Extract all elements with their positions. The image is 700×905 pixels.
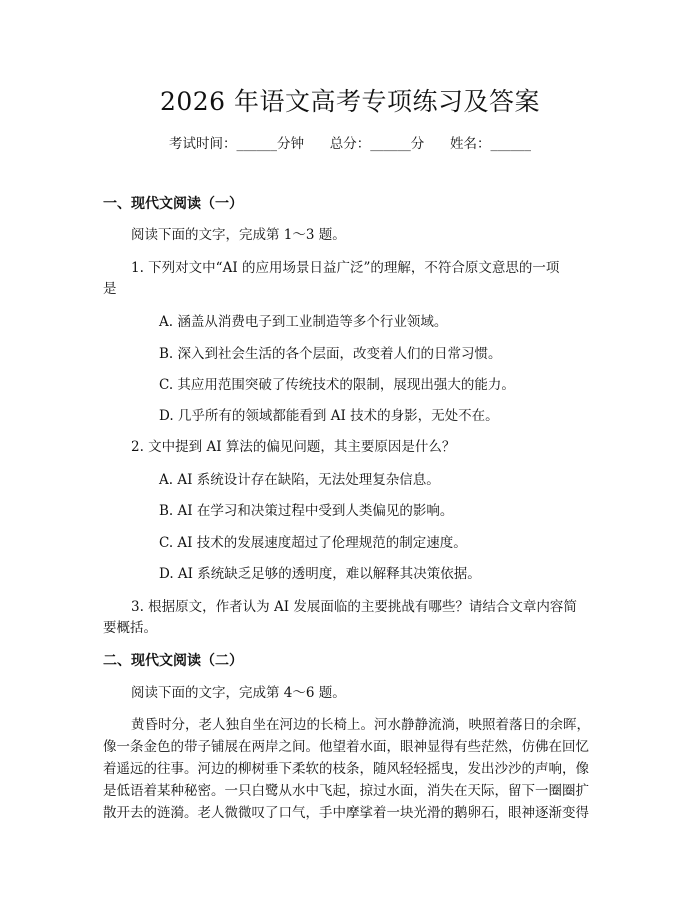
section-1-instruction: 阅读下面的文字，完成第 1～3 题。 [131, 227, 346, 243]
question-1-option-c: C. 其应用范围突破了传统技术的限制，展现出强大的能力。 [159, 377, 515, 393]
question-2-stem: 2. 文中提到 AI 算法的偏见问题，其主要原因是什么？ [131, 439, 456, 455]
document-title: 2026 年语文高考专项练习及答案 [159, 87, 541, 116]
question-1-option-a: A. 涵盖从消费电子到工业制造等多个行业领域。 [159, 314, 448, 330]
exam-meta-line: 考试时间：______分钟 总分：______分 姓名：______ [169, 136, 531, 152]
question-1-option-d: D. 几乎所有的领域都能看到 AI 技术的身影，无处不在。 [159, 408, 499, 424]
passage-line: 散开去的涟漪。老人微微叹了口气，手中摩挲着一块光滑的鹅卵石，眼神逐渐变得 [103, 805, 589, 821]
section-2-instruction: 阅读下面的文字，完成第 4～6 题。 [131, 685, 346, 701]
question-1-stem-wrap: 是 [103, 281, 117, 297]
passage-line: 像一条金色的带子铺展在两岸之间。他望着水面，眼神显得有些茫然，仿佛在回忆 [103, 739, 589, 755]
section-heading-2: 二、现代文阅读（二） [103, 653, 243, 669]
question-3-stem: 3. 根据原文，作者认为 AI 发展面临的主要挑战有哪些？请结合文章内容简 [131, 599, 577, 615]
question-2-option-d: D. AI 系统缺乏足够的透明度，难以解释其决策依据。 [159, 566, 481, 582]
question-3-stem-wrap: 要概括。 [103, 620, 157, 636]
passage-line: 是低语着某种秘密。一只白鹭从水中飞起，掠过水面，消失在天际，留下一圈圈扩 [103, 783, 589, 799]
question-2-option-b: B. AI 在学习和决策过程中受到人类偏见的影响。 [159, 503, 454, 519]
question-1-stem: 1. 下列对文中“AI 的应用场景日益广泛”的理解，不符合原文意思的一项 [131, 260, 560, 276]
question-1-option-b: B. 深入到社会生活的各个层面，改变着人们的日常习惯。 [159, 346, 502, 362]
passage-line: 着遥远的往事。河边的柳树垂下柔软的枝条，随风轻轻摇曳，发出沙沙的声响，像 [103, 761, 589, 777]
passage-line: 黄昏时分，老人独自坐在河边的长椅上。河水静静流淌，映照着落日的余晖， [131, 717, 590, 733]
question-2-option-a: A. AI 系统设计存在缺陷，无法处理复杂信息。 [159, 472, 440, 488]
question-2-option-c: C. AI 技术的发展速度超过了伦理规范的制定速度。 [159, 535, 467, 551]
section-heading-1: 一、现代文阅读（一） [103, 196, 243, 212]
